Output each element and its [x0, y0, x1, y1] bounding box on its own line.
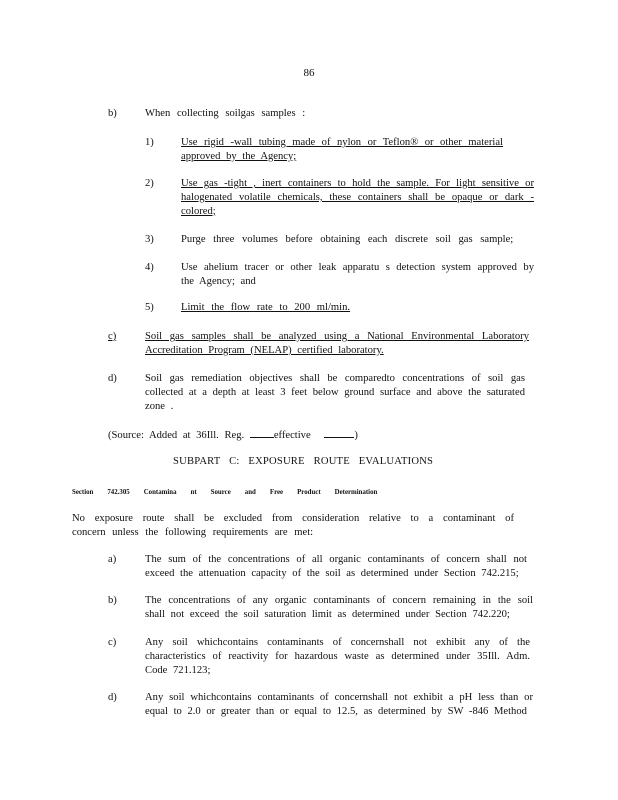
- source-prefix: (Source: Added at 36Ill. Reg.: [108, 430, 245, 441]
- item-b-label: b): [108, 108, 117, 119]
- req-c-text: Any soil whichcontains contaminants of concernshall not exhibit any of the characteristics of reactivity for hazardous waste as determined under 35Ill. Adm. Code 721.123;: [145, 637, 530, 676]
- source-middle: effective: [273, 430, 311, 441]
- item-c-label: c): [108, 331, 117, 342]
- req-d-label: d): [108, 692, 117, 703]
- subitem-1-num: 1): [145, 137, 154, 148]
- req-a-text: The sum of the concentrations of all organic contaminants of concern shall not exceed the attenuation capacity of the soil as determined under Section 742.215;: [145, 554, 527, 579]
- source-suffix: ): [354, 430, 358, 441]
- subitem-4-text: Use ahelium tracer or other leak apparatu s detection system approved by the Agency; and: [181, 262, 534, 287]
- source-blank-1: [250, 428, 274, 438]
- source-blank-2: [324, 428, 354, 438]
- item-d-text: Soil gas remediation objectives shall be comparedto concentrations of soil gas collected at a depth at least 3 feet below ground surface and above the saturated zone .: [145, 373, 525, 412]
- subitem-4-num: 4): [145, 262, 154, 273]
- subitem-2-num: 2): [145, 178, 154, 189]
- req-c-label: c): [108, 637, 117, 648]
- page-number: 86: [303, 67, 315, 79]
- req-a-label: a): [108, 554, 117, 565]
- subitem-5-num: 5): [145, 302, 154, 313]
- item-d-label: d): [108, 373, 117, 384]
- item-b-text: When collecting soilgas samples :: [145, 108, 306, 119]
- intro-paragraph: No exposure route shall be excluded from consideration relative to a contaminant of concern unless the following requirements are met:: [72, 513, 514, 538]
- source-note: [108, 428, 358, 443]
- item-c-text: Soil gas samples shall be analyzed using a National Environmental Laboratory Accreditation Program (NELAP) certified laboratory.: [145, 331, 529, 356]
- req-b-text: The concentrations of any organic contaminants of concern remaining in the soil shall not exceed the soil saturation limit as determined under Section 742.220;: [145, 595, 533, 620]
- section-heading: Section 742.305 Contamina nt Source and Free Product Determination: [72, 487, 378, 496]
- subpart-heading: SUBPART C: EXPOSURE ROUTE EVALUATIONS: [173, 456, 434, 467]
- req-d-text: Any soil whichcontains contaminants of concernshall not exhibit a pH less than or equal to 2.0 or greater than or equal to 12.5, as determined by SW -846 Method: [145, 692, 533, 717]
- subitem-3-text: Purge three volumes before obtaining each discrete soil gas sample;: [181, 234, 514, 245]
- subitem-1-text: Use rigid -wall tubing made of nylon or Teflon® or other material approved by the Agency;: [181, 137, 503, 162]
- subitem-5-text: Limit the flow rate to 200 ml/min.: [181, 302, 351, 313]
- subitem-2-text: Use gas -tight , inert containers to hold the sample. For light sensitive or halogenated volatile chemicals, these containers shall be opaque or dark - colored;: [181, 178, 534, 217]
- subitem-3-num: 3): [145, 234, 154, 245]
- req-b-label: b): [108, 595, 117, 606]
